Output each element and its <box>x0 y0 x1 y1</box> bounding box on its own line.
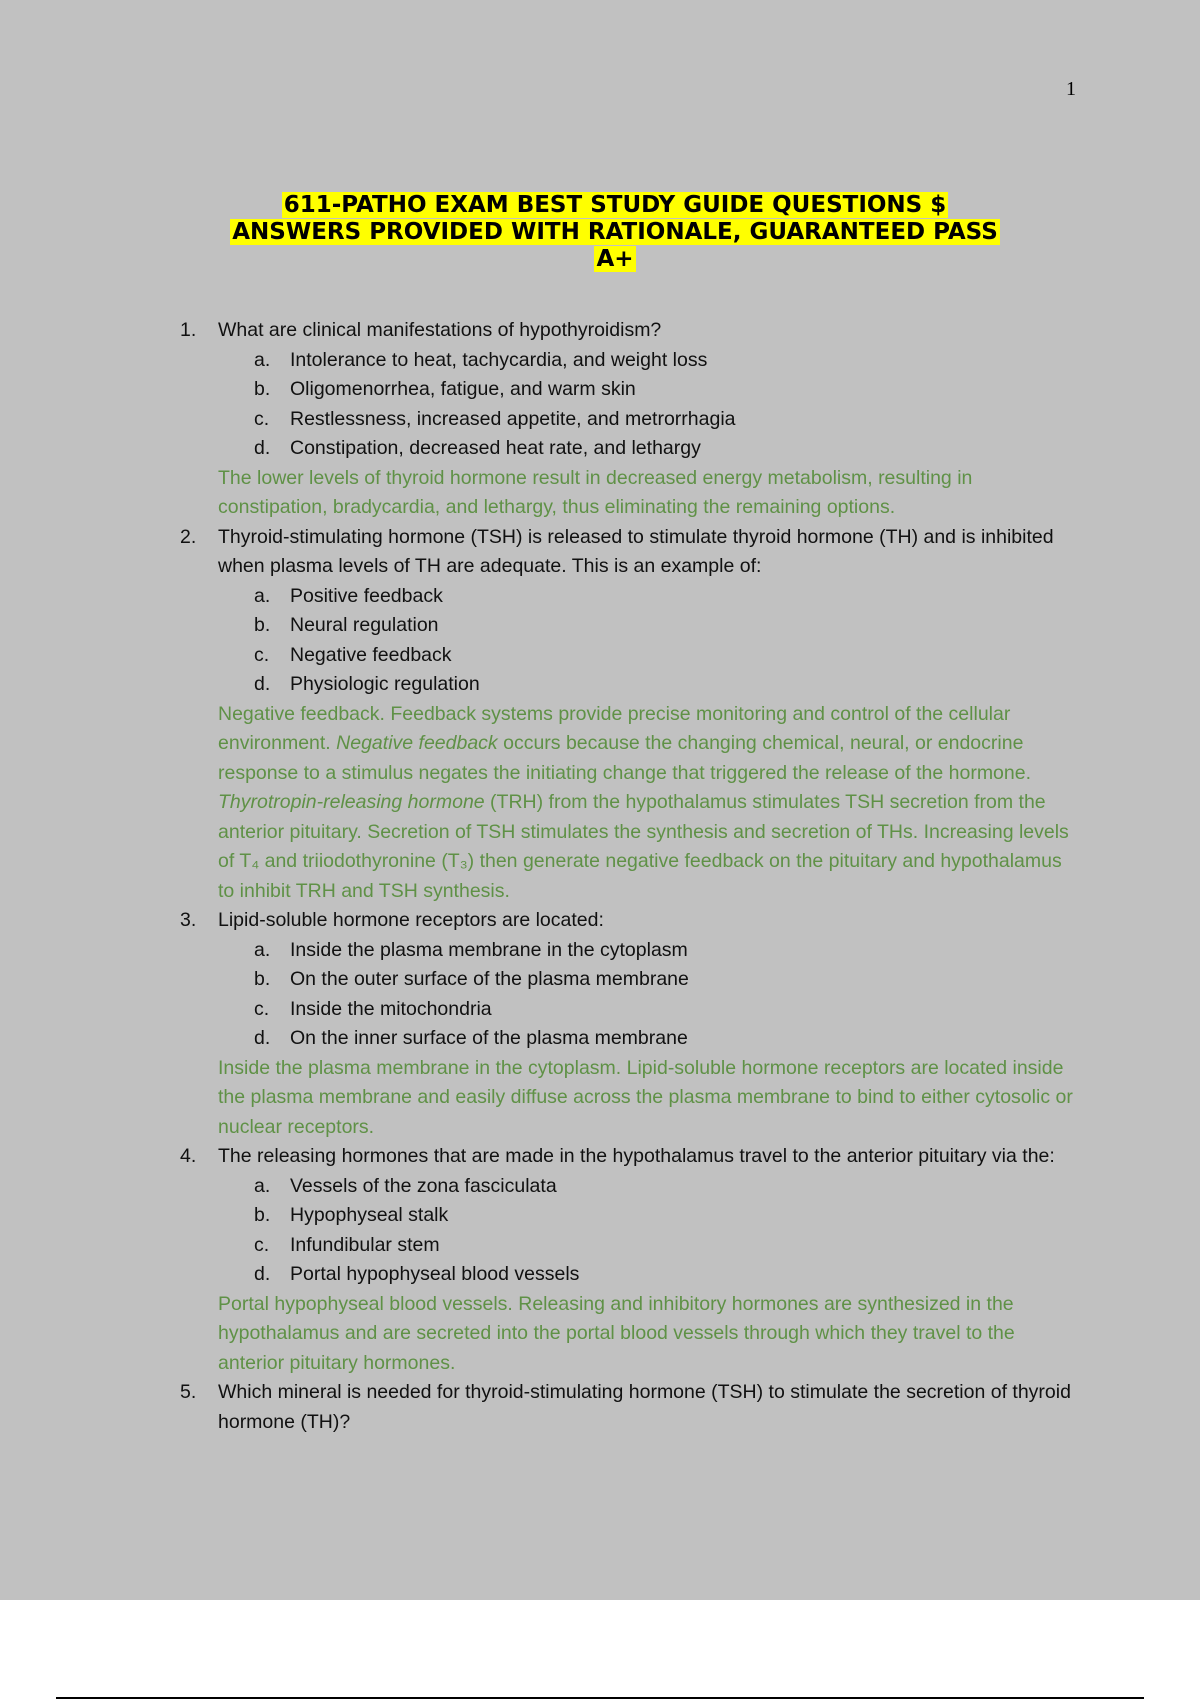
option-letter: a. <box>254 348 271 371</box>
question-5 <box>180 1378 1080 1437</box>
question-text: Which mineral is needed for thyroid-stimulating hormone (TSH) to stimulate the secretion of thyroid hormone (TH)? <box>218 1381 1071 1433</box>
title-line-3: A+ <box>596 246 634 272</box>
option-b <box>254 965 1080 995</box>
option-letter: b. <box>254 1204 271 1226</box>
question-3 <box>180 906 1080 1142</box>
option-letter: d. <box>254 437 271 459</box>
title-line-2: ANSWERS PROVIDED WITH RATIONALE, GUARANTEED PASS <box>232 219 998 245</box>
question-text: Thyroid-stimulating hormone (TSH) is released to stimulate thyroid hormone (TH) and is inhibited when plasma levels of TH are adequate. This is an example of: <box>218 525 1054 577</box>
option-text: Physiologic regulation <box>290 673 480 695</box>
rationale <box>218 1054 1080 1143</box>
option-text: Hypophyseal stalk <box>290 1204 449 1226</box>
question-text: The releasing hormones that are made in the hypothalamus travel to the anterior pituitary via the: <box>218 1145 1055 1167</box>
option-letter: b. <box>254 614 271 636</box>
question-number: 3. <box>180 909 197 931</box>
title-line-1: 611-PATHO EXAM BEST STUDY GUIDE QUESTIONS $ <box>283 192 947 218</box>
option-b <box>254 1201 1080 1231</box>
option-letter: d. <box>254 1263 271 1285</box>
option-letter: d. <box>254 1027 271 1049</box>
option-letter: d. <box>254 673 271 695</box>
rationale-text: Inside the plasma membrane in the cytoplasm. Lipid-soluble hormone receptors are located inside the plasma membrane and easily diffuse across the plasma membrane to bind to either cytosolic or nuclear receptors. <box>218 1056 1073 1138</box>
option-letter: a. <box>254 1174 271 1197</box>
option-c <box>254 405 1080 435</box>
rationale-text: (TRH) from the hypothalamus stimulates TSH secretion from the anterior pituitary. Secretion of TSH stimulates the synthesis and secretion of THs. Increasing levels of T₄ and triiodothyronine (T₃) then generate negative feedback on the pituitary and hypothalamus to inhibit TRH and TSH synthesis. <box>218 791 1069 902</box>
option-text: Restlessness, increased appetite, and metrorrhagia <box>290 407 736 430</box>
option-text: Inside the plasma membrane in the cytoplasm <box>290 938 688 961</box>
rationale-term: Thyrotropin-releasing hormone <box>218 791 485 813</box>
question-number: 2. <box>180 525 197 548</box>
option-text: On the inner surface of the plasma membrane <box>290 1027 688 1049</box>
option-c <box>254 1231 1080 1261</box>
option-text: Constipation, decreased heat rate, and lethargy <box>290 437 701 459</box>
option-text: Neural regulation <box>290 614 439 636</box>
rationale-text: Negative feedback. Feedback systems provide precise monitoring and control of the cellular environment. <box>218 702 1011 754</box>
rationale-text: occurs because the changing chemical, neural, or endocrine response to a stimulus negates the initiating change that triggered the release of the hormone. <box>218 732 1032 784</box>
option-d <box>254 1024 1080 1054</box>
option-letter: c. <box>254 1233 270 1256</box>
option-b <box>254 611 1080 641</box>
option-letter: c. <box>254 643 270 666</box>
rationale-text: Portal hypophyseal blood vessels. Releasing and inhibitory hormones are synthesized in the hypothalamus and are secreted into the portal blood vessels through which they travel to the anterior pituitary hormones. <box>218 1292 1015 1374</box>
rationale <box>218 464 1080 523</box>
option-letter: c. <box>254 997 270 1020</box>
option-text: On the outer surface of the plasma membrane <box>290 968 689 990</box>
option-letter: b. <box>254 968 271 990</box>
question-1 <box>180 316 1080 523</box>
document-title <box>130 192 1100 273</box>
option-d <box>254 670 1080 700</box>
option-text: Oligomenorrhea, fatigue, and warm skin <box>290 378 636 400</box>
option-a <box>254 936 1080 966</box>
option-b <box>254 375 1080 405</box>
rationale <box>218 700 1080 907</box>
option-a <box>254 582 1080 612</box>
question-number: 4. <box>180 1145 197 1167</box>
option-text: Vessels of the zona fasciculata <box>290 1174 557 1197</box>
option-text: Portal hypophyseal blood vessels <box>290 1263 580 1285</box>
question-4 <box>180 1142 1080 1378</box>
rationale-text: The lower levels of thyroid hormone result in decreased energy metabolism, resulting in constipation, bradycardia, and lethargy, thus eliminating the remaining options. <box>218 466 973 518</box>
question-text: Lipid-soluble hormone receptors are located: <box>218 909 604 931</box>
option-text: Inside the mitochondria <box>290 997 492 1020</box>
option-letter: a. <box>254 938 271 961</box>
option-c <box>254 995 1080 1025</box>
question-text: What are clinical manifestations of hypothyroidism? <box>218 319 662 341</box>
question-number: 5. <box>180 1381 197 1403</box>
option-a <box>254 346 1080 376</box>
option-letter: a. <box>254 584 271 607</box>
option-text: Positive feedback <box>290 584 443 607</box>
option-text: Infundibular stem <box>290 1233 440 1256</box>
question-list <box>180 316 1080 1437</box>
rationale-term: Negative feedback <box>336 732 498 754</box>
option-text: Negative feedback <box>290 643 452 666</box>
option-d <box>254 434 1080 464</box>
option-letter: b. <box>254 378 271 400</box>
option-d <box>254 1260 1080 1290</box>
option-letter: c. <box>254 407 270 430</box>
page-number: 1 <box>1066 78 1076 100</box>
page-bottom-rule <box>56 1697 1144 1699</box>
option-a <box>254 1172 1080 1202</box>
option-c <box>254 641 1080 671</box>
option-text: Intolerance to heat, tachycardia, and weight loss <box>290 348 708 371</box>
rationale <box>218 1290 1080 1379</box>
question-2 <box>180 523 1080 907</box>
question-number: 1. <box>180 319 197 341</box>
